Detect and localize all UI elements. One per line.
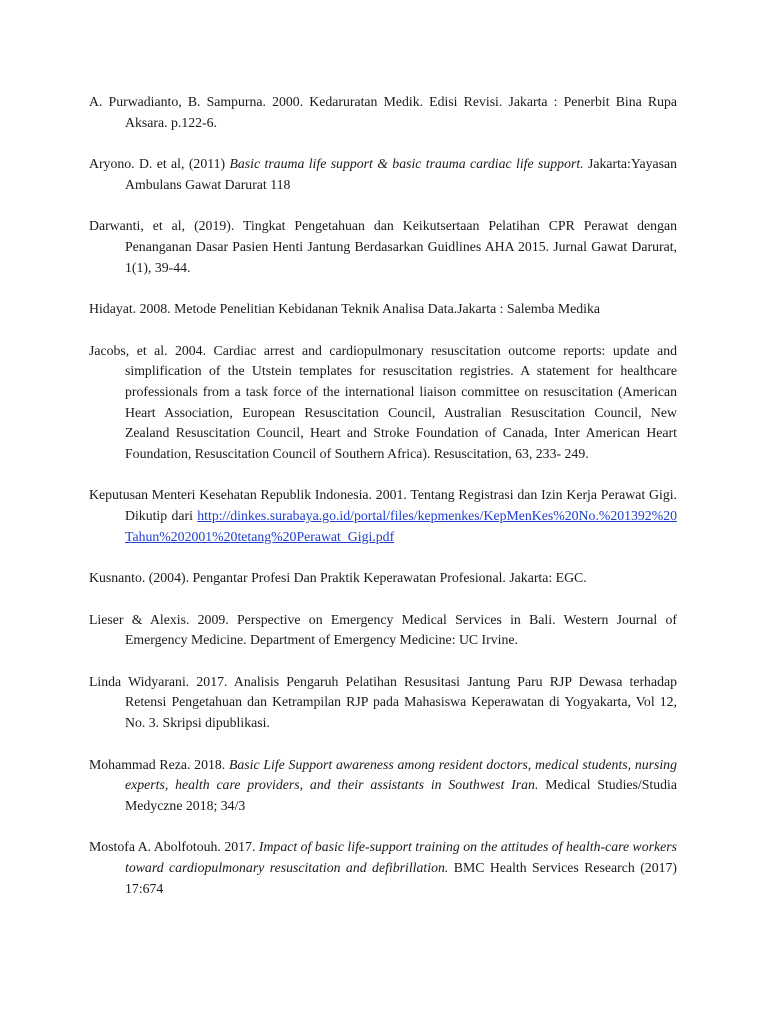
reference-text: Lieser & Alexis. 2009. Perspective on Emergency Medical Services in Bali. Western Journal of Emergency Medicine. Department of Emergency Medicine: UC Irvine. [89,611,677,648]
reference-text: Darwanti, et al, (2019). Tingkat Pengetahuan dan Keikutsertaan Pelatihan CPR Perawat dengan Penanganan Dasar Pasien Henti Jantung Berdasarkan Guidlines AHA 2015. Jurnal Gawat Darurat, 1(1), 39-44. [89,218,677,275]
reference-title-italic: Impact of basic life-support training on the attitudes of health-care workers toward cardiopulmonary resuscitation and defibrillation. [125,839,677,876]
reference-link[interactable]: http://dinkes.surabaya.go.id/portal/files/kepmenkes/KepMenKes%20No.%201392%20Tahun%202001%20tetang%20Perawat_Gigi.pdf [125,507,677,544]
reference-entry [89,837,677,899]
reference-entry [89,92,677,133]
reference-entry [89,755,677,817]
reference-entry [89,154,677,195]
reference-text: Linda Widyarani. 2017. Analisis Pengaruh Pelatihan Resusitasi Jantung Paru RJP Dewasa terhadap Retensi Pengetahuan dan Ketrampilan RJP pada Mahasiswa Keperawatan di Yogyakarta, Vol 12, No. 3. Skripsi dipublikasi. [89,673,677,731]
reference-text: Aryono. D. et al, (2011) [89,156,230,172]
reference-entry [89,341,677,465]
reference-text: A. Purwadianto, B. Sampurna. 2000. Kedaruratan Medik. Edisi Revisi. Jakarta : Penerbit Bina Rupa Aksara. p.122-6. [89,94,677,130]
reference-entry [89,485,677,547]
reference-text: Mostofa A. Abolfotouh. 2017. [89,839,259,855]
reference-entry [89,568,677,589]
reference-entry [89,299,677,320]
reference-text: Kusnanto. (2004). Pengantar Profesi Dan Praktik Keperawatan Profesional. Jakarta: EGC. [89,570,587,586]
reference-text: Keputusan Menteri Kesehatan Republik Indonesia. 2001. Tentang Registrasi dan Izin Kerja Perawat Gigi. Dikutip dari [89,487,677,523]
reference-entry [89,672,677,734]
reference-entry [89,216,677,278]
reference-text: Jacobs, et al. 2004. Cardiac arrest and cardiopulmonary resuscitation outcome reports: update and simplification of the Utstein templates for resuscitation registries. A statement for healthcare professionals from a task force of the international liaison committee on resuscitation (American Heart Association, European Resuscitation Council, Australian Resuscitation Council, New Zealand Resuscitation Council, Heart and Stroke Foundation of Canada, Inter American Heart Foundation, Resuscitation Council of Southern Africa). Resuscitation, 63, 233- 249. [89,342,677,461]
reference-list [89,92,677,920]
reference-text: Jakarta:Yayasan Ambulans Gawat Darurat 118 [125,156,678,192]
reference-text: Medical Studies/Studia Medyczne 2018; 34/3 [125,777,677,813]
reference-text: Hidayat. 2008. Metode Penelitian Kebidanan Teknik Analisa Data.Jakarta : Salemba Medika [89,301,601,317]
reference-text: Mohammad Reza. 2018. [89,756,229,772]
reference-text: BMC Health Services Research (2017) 17:674 [125,860,677,896]
reference-title-italic: Basic Life Support awareness among resident doctors, medical students, nursing experts, health care providers, and their assistants in Southwest Iran. [125,756,677,793]
reference-entry [89,610,677,651]
reference-title-italic: Basic trauma life support & basic trauma cardiac life support. [229,156,584,172]
